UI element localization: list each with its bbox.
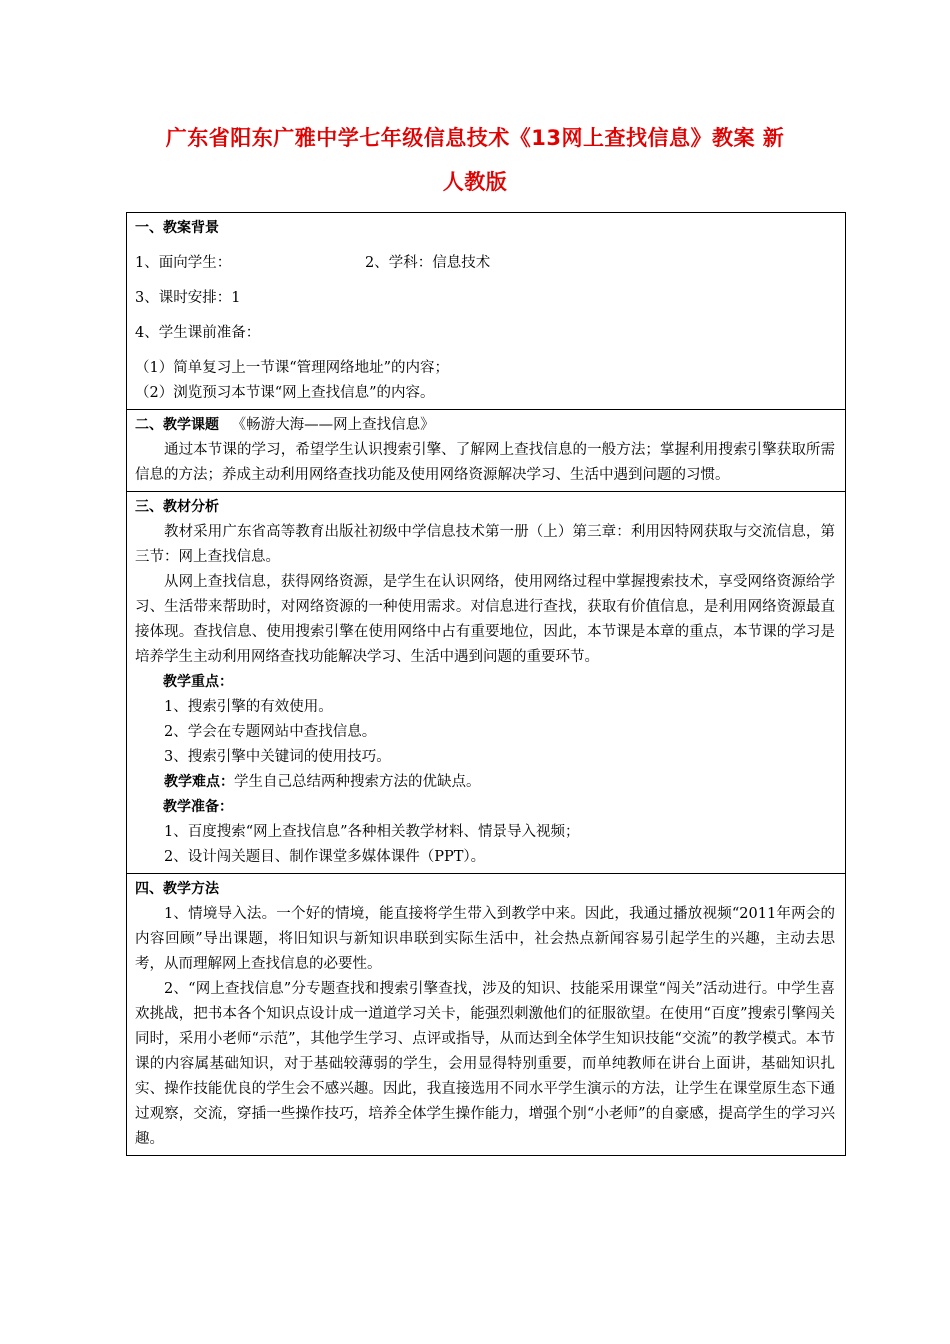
topic-paragraph: 通过本节课的学习，希望学生认识搜索引擎、了解网上查找信息的一般方法；掌握利用搜索引擎获取所需信息的方法；养成主动利用网络查找功能及使用网络资源解决学习、生活中遇到问题的习惯。 [135, 442, 835, 483]
analysis-paragraph-1: 教材采用广东省高等教育出版社初级中学信息技术第一册（上）第三章：利用因特网获取与交流信息，第三节：网上查找信息。 [135, 524, 835, 565]
section-analysis [127, 492, 846, 874]
preparation-item-2: 2、设计闯关题目、制作课堂多媒体课件（PPT）。 [164, 849, 486, 865]
section-background-cell [127, 213, 846, 410]
analysis-paragraph-2: 从网上查找信息，获得网络资源，是学生在认识网络，使用网络过程中掌握搜索技术，享受网络资源给学习、生活带来帮助时，对网络资源的一种使用需求。对信息进行查找，获取有价值信息，是利用网络资源最直接体现。查找信息、使用搜索引擎在使用网络中占有重要地位，因此，本节课是本章的重点，本节课的学习是培养学生主动利用网络查找功能解决学习、生活中遇到问题的重要环节。 [135, 574, 835, 665]
section-methods [127, 874, 846, 1156]
section-topic-cell [127, 410, 846, 492]
methods-paragraph-1: 1、情境导入法。一个好的情境，能直接将学生带入到教学中来。因此，我通过播放视频“2011年两会的内容回顾”导出课题，将旧知识与新知识串联到实际生活中，社会热点新闻容易引起学生的兴趣，主动去思考，从而理解网上查找信息的必要性。 [135, 906, 835, 972]
document-title-line1: 广东省阳东广雅中学七年级信息技术《13网上查找信息》教案 新 [165, 126, 785, 150]
preparation-label: 教学准备： [163, 799, 233, 815]
key-point-2: 2、学会在专题网站中查找信息。 [164, 724, 377, 740]
student-prep-item-1: （1）简单复习上一节课“管理网络地址”的内容； [135, 360, 450, 376]
class-hours: 3、课时安排：1 [135, 290, 241, 306]
key-point-3: 3、搜索引擎中关键词的使用技巧。 [164, 749, 391, 765]
key-point-1: 1、搜索引擎的有效使用。 [164, 699, 333, 715]
subject-label: 2、学科：信息技术 [365, 255, 491, 271]
section-heading: 二、教学课题 [135, 417, 219, 433]
student-subject-row [135, 251, 835, 276]
preparation-item-1: 1、百度搜索“网上查找信息”各种相关教学材料、情景导入视频； [164, 824, 580, 840]
methods-paragraph-2: 2、“网上查找信息”分专题查找和搜索引擎查找，涉及的知识、技能采用课堂“闯关”活动进行。中学生喜欢挑战，把书本各个知识点设计成一道道学习关卡，能强烈刺激他们的征服欲望。在使用“百度”搜索引擎闯关同时，采用小老师“示范”，其他学生学习、点评或指导，从而达到全体学生知识技能“交流”的教学模式。本节课的内容属基础知识，对于基础较薄弱的学生，会用显得特别重要，而单纯教师在讲台上面讲，基础知识扎实、操作技能优良的学生会不感兴趣。因此，我直接选用不同水平学生演示的方法，让学生在课堂原生态下通过观察，交流，穿插一些操作技巧，培养全体学生操作能力，增强个别“小老师”的自豪感，提高学生的学习兴趣。 [135, 981, 835, 1147]
difficulty-text: 学生自己总结两种搜索方法的优缺点。 [234, 774, 481, 790]
section-background [127, 213, 846, 410]
lesson-plan-table [126, 212, 846, 1156]
section-heading: 三、教材分析 [135, 499, 219, 515]
section-methods-cell [127, 874, 846, 1156]
document-title-line2: 人教版 [442, 170, 508, 194]
section-heading: 一、教案背景 [135, 220, 219, 236]
section-topic [127, 410, 846, 492]
difficulty-line [135, 770, 835, 795]
topic-line [135, 413, 835, 438]
section-analysis-cell [127, 492, 846, 874]
section-heading: 四、教学方法 [135, 881, 219, 897]
topic-title: 《畅游大海——网上查找信息》 [231, 417, 435, 433]
target-students-label: 1、面向学生： [135, 255, 232, 271]
student-prep-label: 4、学生课前准备： [135, 325, 261, 341]
student-prep-item-2: （2）浏览预习本节课“网上查找信息”的内容。 [135, 385, 435, 401]
difficulty-label: 教学难点： [164, 774, 234, 790]
key-points-label: 教学重点： [163, 674, 233, 690]
